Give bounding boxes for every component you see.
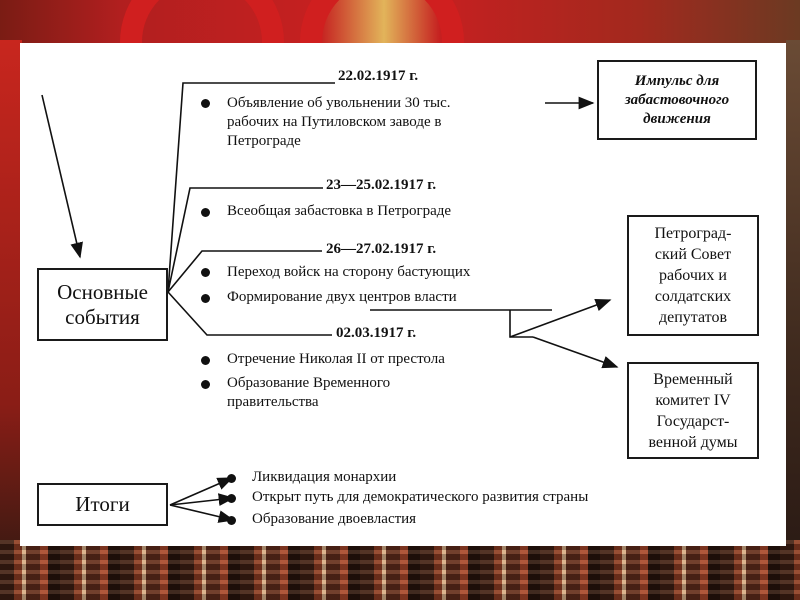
- event-date: 26—27.02.1917 г.: [326, 241, 437, 257]
- event-date: 22.02.1917 г.: [338, 68, 419, 84]
- event-item: Отречение Николая II от престола: [227, 351, 445, 367]
- main-events-node: Основные события: [37, 268, 168, 341]
- result-item: Образование двоевластия: [252, 511, 417, 527]
- arrow-to-soviet: [510, 300, 610, 337]
- arrow-to-committee: [533, 337, 617, 367]
- bullet-icon: [201, 268, 210, 277]
- event-date: 23—25.02.1917 г.: [326, 177, 437, 193]
- event-item: Образование Временного правительства: [227, 375, 391, 410]
- results-node: Итоги: [37, 483, 168, 526]
- duma-committee-box: Временный комитет IV Государст- венной думы: [627, 362, 759, 459]
- result-item: Открыт путь для демократического развития страны: [252, 489, 589, 505]
- result-item: Ликвидация монархии: [252, 469, 397, 485]
- impulse-box: Импульс для забастовочного движения: [597, 60, 757, 140]
- event-item: Переход войск на сторону бастующих: [227, 264, 471, 280]
- event-item: Всеобщая забастовка в Петрограде: [227, 203, 452, 219]
- petrograd-soviet-box: Петроград- ский Совет рабочих и солдатских депутатов: [627, 215, 759, 336]
- arrow-into-main: [42, 95, 80, 257]
- bullet-icon: [227, 516, 236, 525]
- bullet-icon: [201, 380, 210, 389]
- bullet-icon: [201, 208, 210, 217]
- bullet-icon: [227, 494, 236, 503]
- bullet-icon: [201, 294, 210, 303]
- bullet-icon: [227, 474, 236, 483]
- bullet-icon: [201, 356, 210, 365]
- event-date: 02.03.1917 г.: [336, 325, 417, 341]
- arrow-result-3: [170, 505, 233, 520]
- event-item: Объявление об увольнении 30 тыс. рабочих на Путиловском заводе в Петрограде: [227, 95, 451, 149]
- event-item: Формирование двух центров власти: [227, 289, 457, 305]
- bullet-icon: [201, 99, 210, 108]
